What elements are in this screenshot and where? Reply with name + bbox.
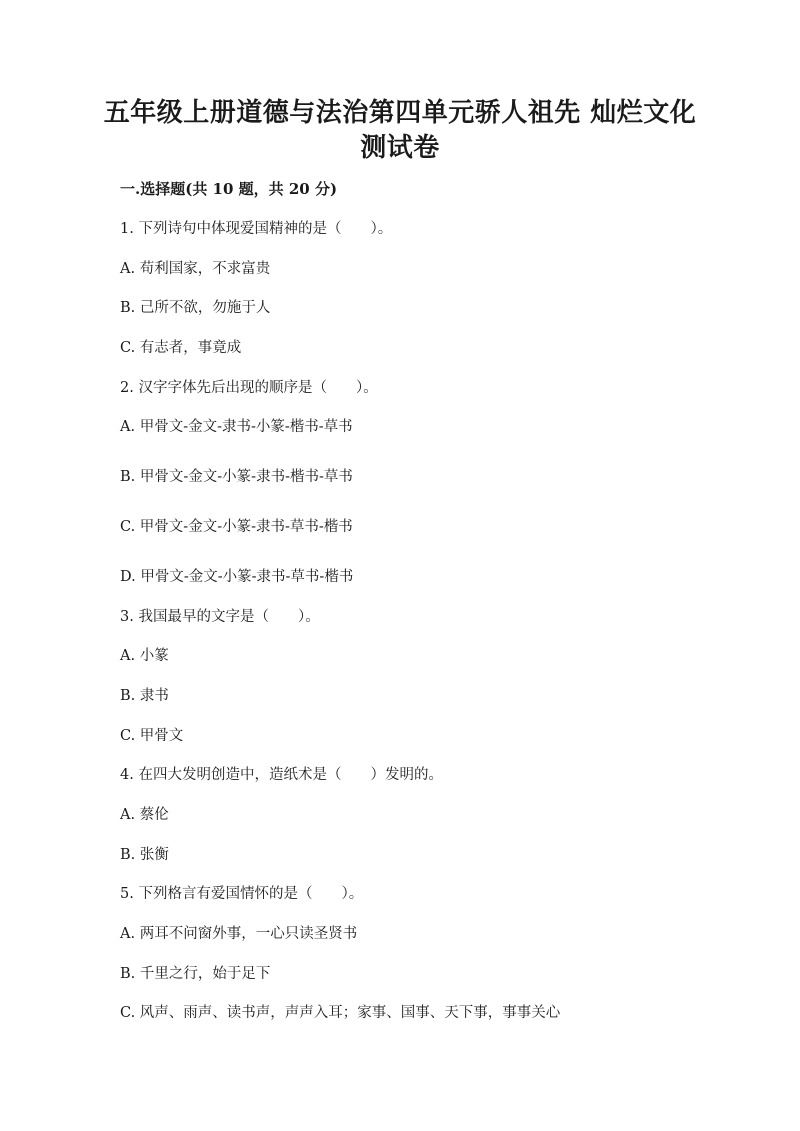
question-5-stem: 5. 下列格言有爱国情怀的是（ ）。 <box>120 886 364 902</box>
question-1-stem: 1. 下列诗句中体现爱国精神的是（ ）。 <box>120 221 393 237</box>
question-2-stem: 2. 汉字字体先后出现的顺序是（ ）。 <box>120 380 378 396</box>
question-2-option-d: D. 甲骨文-金文-小篆-隶书-草书-楷书 <box>120 569 354 585</box>
page-title-line2: 测试卷 <box>360 133 440 163</box>
question-1-option-a: A. 苟利国家，不求富贵 <box>120 261 271 277</box>
page-title-line1: 五年级上册道德与法治第四单元骄人祖先 灿烂文化 <box>103 98 697 128</box>
question-2-option-c: C. 甲骨文-金文-小篆-隶书-草书-楷书 <box>120 519 353 535</box>
question-5-option-a: A. 两耳不问窗外事，一心只读圣贤书 <box>120 926 358 942</box>
question-1-option-c: C. 有志者，事竟成 <box>120 340 242 356</box>
question-1-option-b: B. 己所不欲，勿施于人 <box>120 300 271 316</box>
question-3-option-a: A. 小篆 <box>120 648 169 664</box>
question-2-option-a: A. 甲骨文-金文-隶书-小篆-楷书-草书 <box>120 419 353 435</box>
question-4-option-b: B. 张衡 <box>120 847 169 863</box>
question-3-option-b: B. 隶书 <box>120 688 169 704</box>
question-5-option-b: B. 千里之行，始于足下 <box>120 966 271 982</box>
question-2-option-b: B. 甲骨文-金文-小篆-隶书-楷书-草书 <box>120 469 353 485</box>
question-5-option-c: C. 风声、雨声、读书声，声声入耳；家事、国事、天下事，事事关心 <box>120 1005 561 1021</box>
section-heading: 一.选择题(共 10 题，共 20 分) <box>120 180 338 198</box>
question-3-stem: 3. 我国最早的文字是（ ）。 <box>120 609 320 625</box>
question-3-option-c: C. 甲骨文 <box>120 728 184 744</box>
question-4-stem: 4. 在四大发明创造中，造纸术是（ ）发明的。 <box>120 767 443 783</box>
question-4-option-a: A. 蔡伦 <box>120 807 169 823</box>
